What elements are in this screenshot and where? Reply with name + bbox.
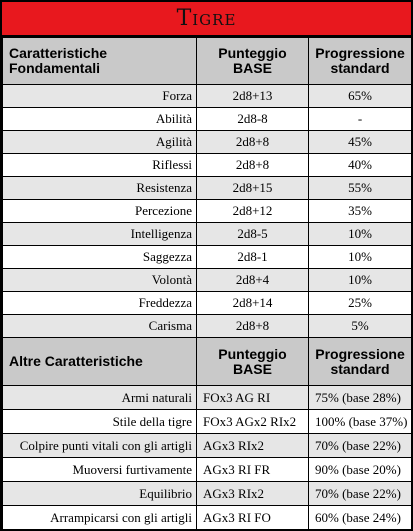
- table-row: [3, 292, 412, 315]
- stat-progression: 10%: [309, 269, 412, 292]
- stat-progression: 25%: [309, 292, 412, 315]
- stat-name: Carisma: [3, 315, 197, 338]
- stat-progression: -: [309, 108, 412, 131]
- stat-name: Stile della tigre: [3, 410, 197, 434]
- stat-base: AGx3 RI FR: [197, 458, 309, 482]
- stat-progression: 70% (base 22%): [309, 482, 412, 506]
- stat-base: 2d8+8: [197, 154, 309, 177]
- stat-progression: 90% (base 20%): [309, 458, 412, 482]
- table-row: [3, 223, 412, 246]
- stat-name: Colpire punti vitali con gli artigli: [3, 434, 197, 458]
- table-row: [3, 85, 412, 108]
- stat-progression: 60% (base 24%): [309, 506, 412, 530]
- stat-base: AGx3 RI FO: [197, 506, 309, 530]
- stat-progression: 100% (base 37%): [309, 410, 412, 434]
- sheet-title: Tigre: [2, 2, 411, 35]
- section1-header-row: [3, 38, 412, 85]
- stat-name: Forza: [3, 85, 197, 108]
- stat-base: 2d8+15: [197, 177, 309, 200]
- stat-base: 2d8+12: [197, 200, 309, 223]
- stat-base: AGx3 RIx2: [197, 482, 309, 506]
- table-row: [3, 108, 412, 131]
- stat-base: 2d8-1: [197, 246, 309, 269]
- stat-base: 2d8+8: [197, 315, 309, 338]
- stat-progression: 5%: [309, 315, 412, 338]
- header-progression: Progressione standard: [309, 38, 412, 85]
- stat-progression: 40%: [309, 154, 412, 177]
- stat-base: 2d8+8: [197, 131, 309, 154]
- table-row: [3, 458, 412, 482]
- table-row: [3, 315, 412, 338]
- stat-base: 2d8-5: [197, 223, 309, 246]
- stats-table: [2, 37, 412, 530]
- stat-base: 2d8+4: [197, 269, 309, 292]
- stat-progression: 75% (base 28%): [309, 386, 412, 410]
- header-base: Punteggio BASE: [197, 338, 309, 386]
- section2-rows: [3, 386, 412, 530]
- stat-base: 2d8+13: [197, 85, 309, 108]
- table-row: [3, 154, 412, 177]
- table-row: [3, 410, 412, 434]
- stat-name: Intelligenza: [3, 223, 197, 246]
- header-base: Punteggio BASE: [197, 38, 309, 85]
- stat-progression: 10%: [309, 223, 412, 246]
- stat-name: Arrampicarsi con gli artigli: [3, 506, 197, 530]
- section1-rows: [3, 85, 412, 338]
- table-row: [3, 386, 412, 410]
- stat-name: Abilità: [3, 108, 197, 131]
- table-row: [3, 131, 412, 154]
- header-progression: Progressione standard: [309, 338, 412, 386]
- stat-base: AGx3 RIx2: [197, 434, 309, 458]
- stat-name: Percezione: [3, 200, 197, 223]
- stat-name: Saggezza: [3, 246, 197, 269]
- table-row: [3, 200, 412, 223]
- header-name: Altre Caratteristiche: [3, 338, 197, 386]
- table-row: [3, 246, 412, 269]
- stat-progression: 10%: [309, 246, 412, 269]
- stat-name: Riflessi: [3, 154, 197, 177]
- header-name: Caratteristiche Fondamentali: [3, 38, 197, 85]
- stat-name: Armi naturali: [3, 386, 197, 410]
- stat-progression: 45%: [309, 131, 412, 154]
- table-row: [3, 506, 412, 530]
- table-row: [3, 269, 412, 292]
- stat-name: Freddezza: [3, 292, 197, 315]
- stat-name: Equilibrio: [3, 482, 197, 506]
- stat-base: FOx3 AGx2 RIx2: [197, 410, 309, 434]
- stat-name: Resistenza: [3, 177, 197, 200]
- stat-progression: 70% (base 22%): [309, 434, 412, 458]
- table-row: [3, 482, 412, 506]
- stat-base: FOx3 AG RI: [197, 386, 309, 410]
- table-row: [3, 177, 412, 200]
- stat-progression: 55%: [309, 177, 412, 200]
- stat-base: 2d8-8: [197, 108, 309, 131]
- table-row: [3, 434, 412, 458]
- stat-name: Agilità: [3, 131, 197, 154]
- stat-name: Volontà: [3, 269, 197, 292]
- stat-name: Muoversi furtivamente: [3, 458, 197, 482]
- section2-header-row: [3, 338, 412, 386]
- stat-progression: 65%: [309, 85, 412, 108]
- stat-base: 2d8+14: [197, 292, 309, 315]
- stat-progression: 35%: [309, 200, 412, 223]
